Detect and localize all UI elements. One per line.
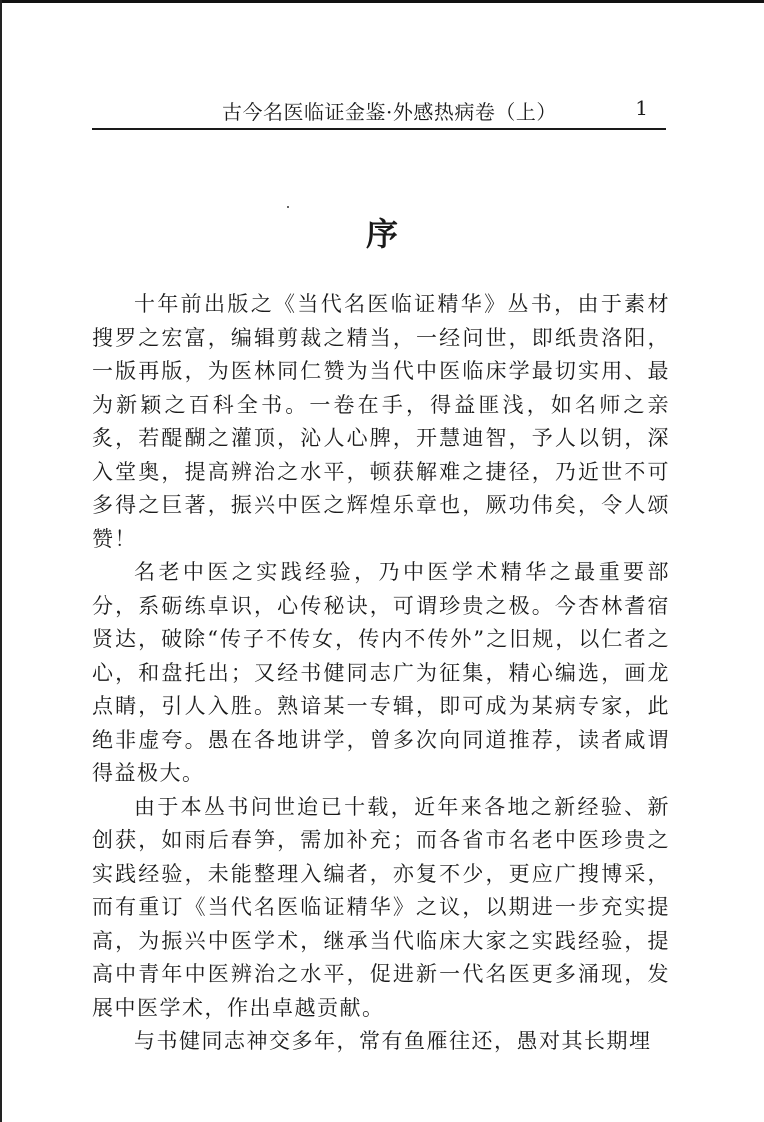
scan-speck [287,206,289,208]
section-title: 序 [365,215,398,253]
paragraph-3: 由于本丛书问世迨已十载，近年来各地之新经验、新创获，如雨后春笋，需加补充；而各省市名老中医珍贵之实践经验，未能整理入编者，亦复不少，更应广搜博采，而有重订《当代名医临证精华》之议，以期进一步充实提高，为振兴中医学术，继承当代临床大家之实践经验，提高中青年中医辨治之水平，促进新一代名医更多涌现，发展中医学术，作出卓越贡献。 [92,794,670,1020]
paragraph-4: 与书健同志神交多年，常有鱼雁往还，愚对其长期埋 [134,1029,652,1053]
scan-top-border [0,0,764,3]
paragraph-1: 十年前出版之《当代名医临证精华》丛书，由于素材搜罗之宏富，编辑剪裁之精当，一经问世，即纸贵洛阳，一版再版，为医林同仁赞为当代中医临床学最切实用、最为新颖之百科全书。一卷在手，得益匪浅，如名师之亲炙，若醍醐之灌顶，沁人心脾，开慧迪智，予人以钥，深入堂奥，提高辨治之水平，顿获解难之捷径，乃近世不可多得之巨著，振兴中医之辉煌乐章也，厥功伟矣，令人颂赞！ [92,292,670,551]
page-number: 1 [635,96,648,120]
header-title: 古今名医临证金鉴·外感热病卷（上） [222,100,557,124]
scan-left-border [0,0,2,1122]
paragraph-2: 名老中医之实践经验，乃中医学术精华之最重要部分，系砺练卓识，心传秘诀，可谓珍贵之极。今杏林耆宿贤达，破除“传子不传女，传内不传外”之旧规，以仁者之心，和盘托出；又经书健同志广为征集，精心编选，画龙点睛，引人入胜。熟谙某一专辑，即可成为某病专家，此绝非虚夸。愚在各地讲学，曾多次向同道推荐，读者咸谓得益极大。 [92,560,670,785]
running-header [92,92,666,130]
body-text [92,288,670,1059]
